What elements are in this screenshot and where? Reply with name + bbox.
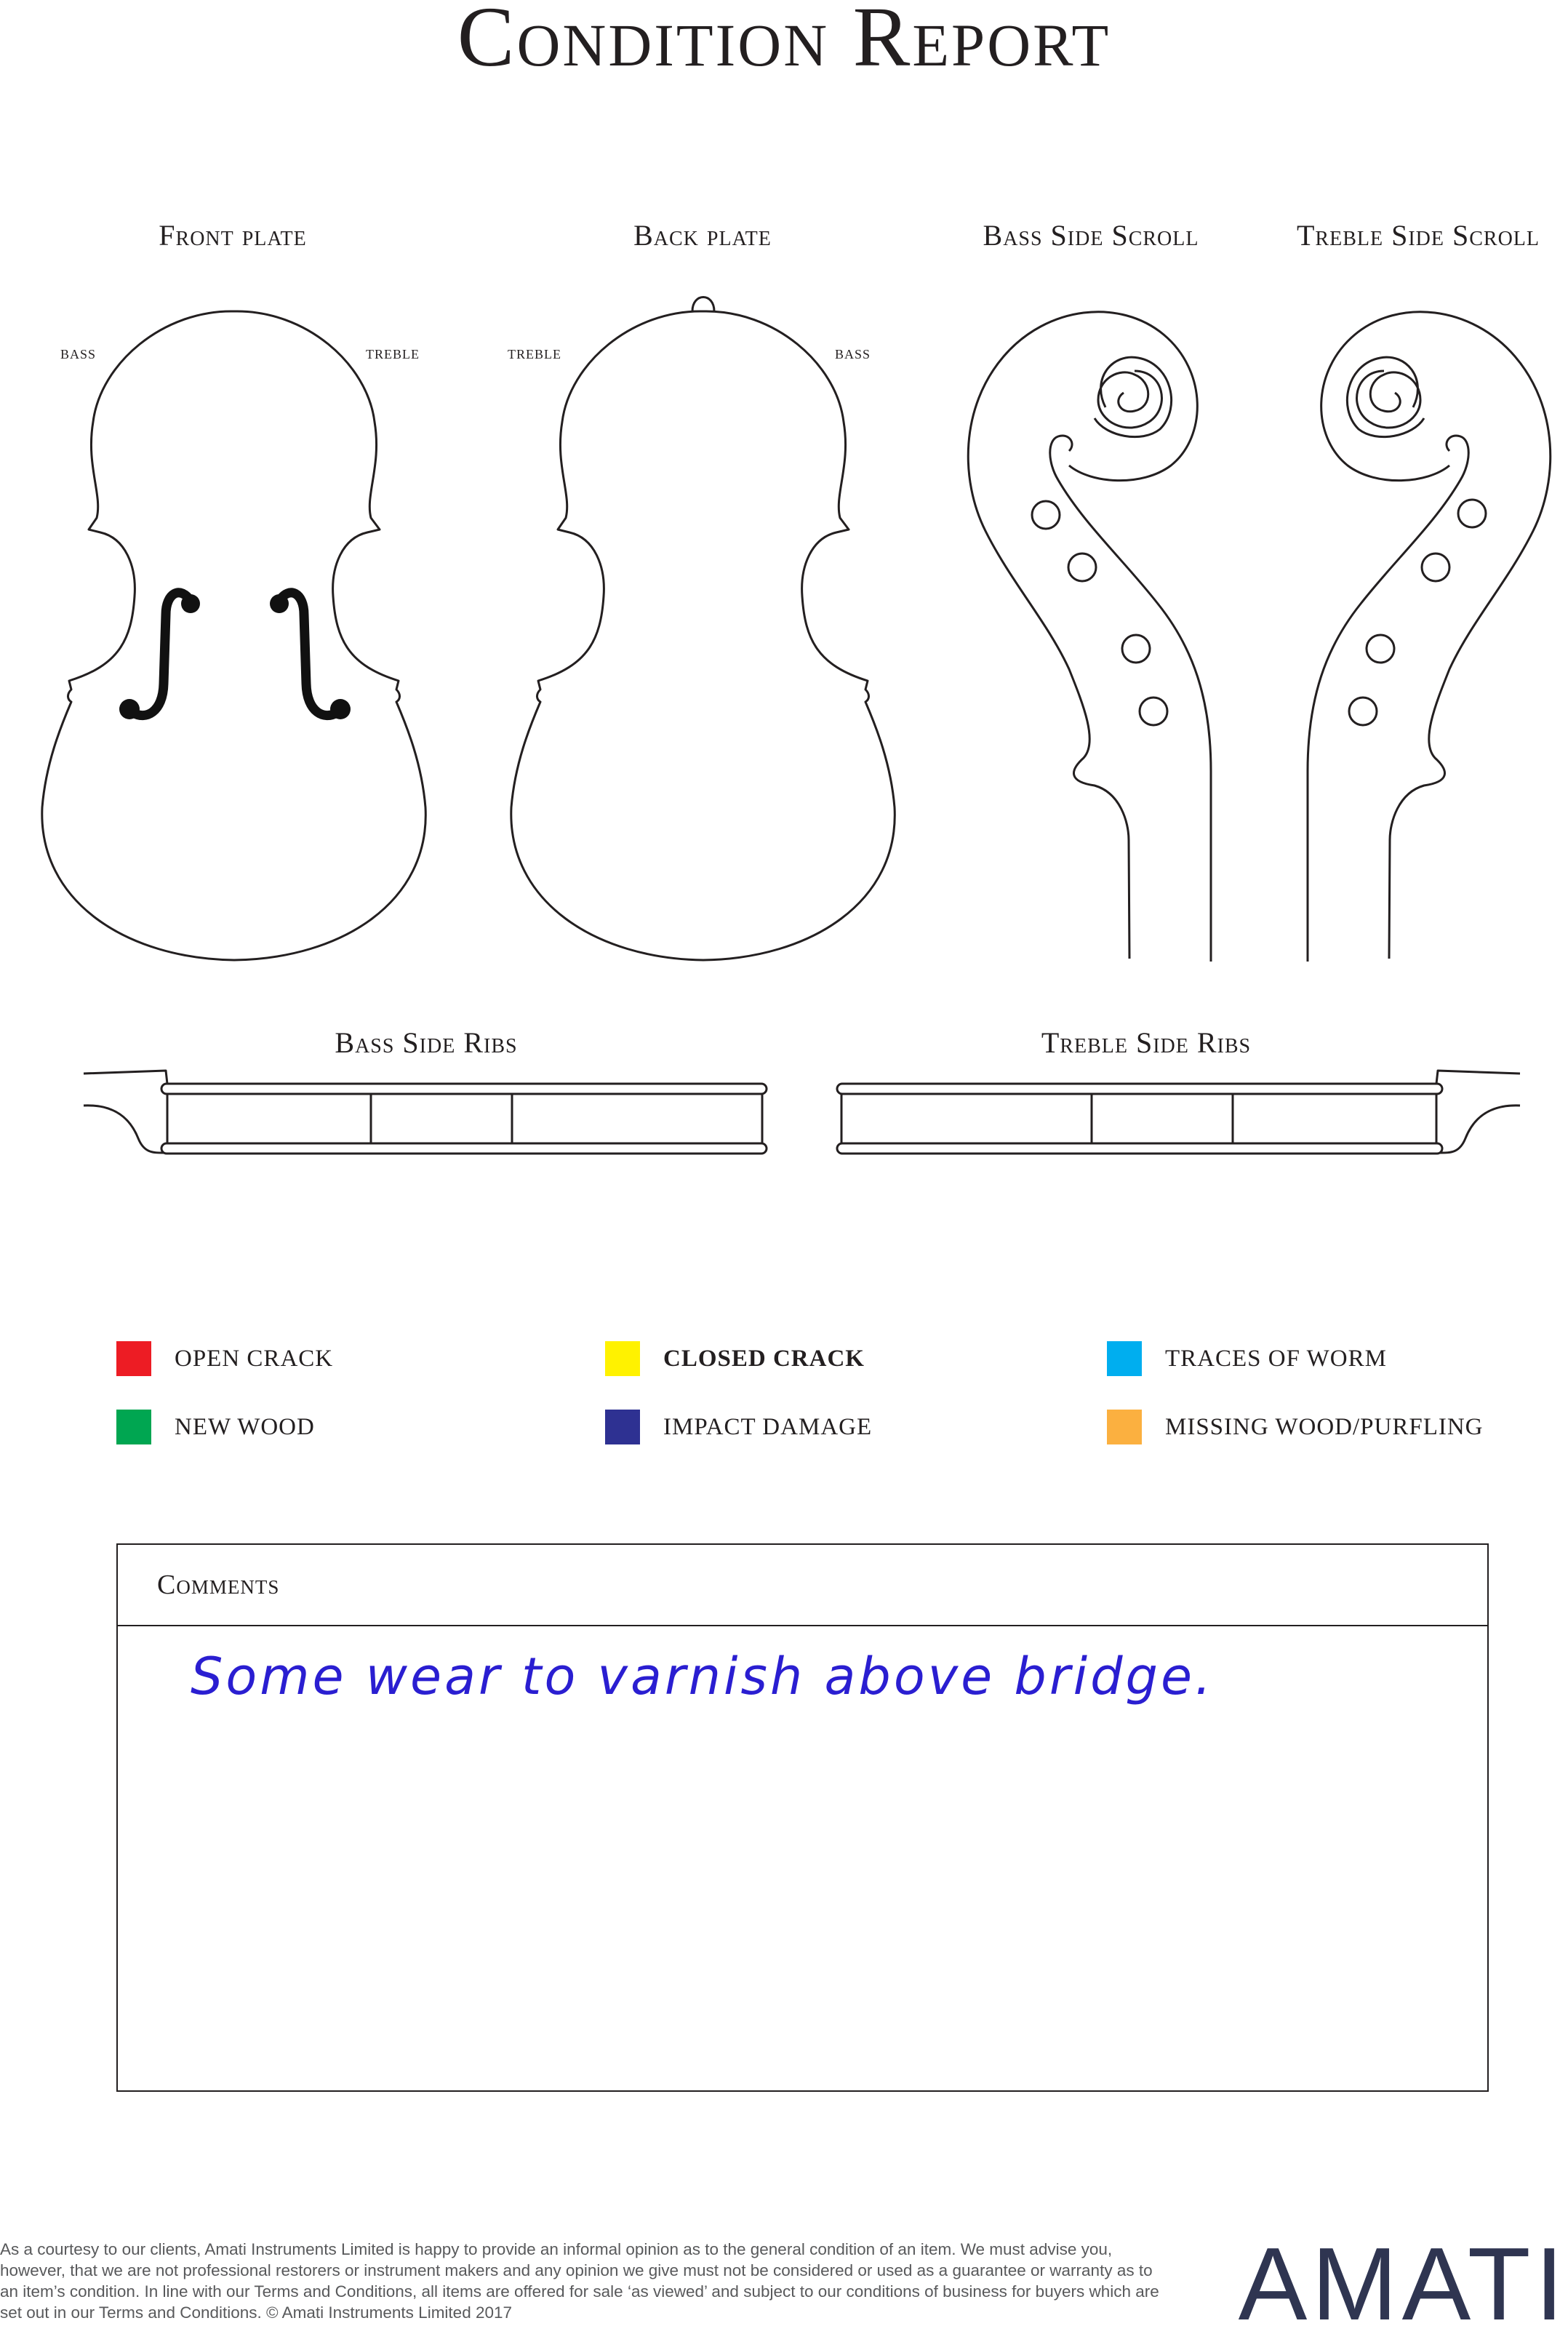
front-bass-label: bass	[60, 342, 97, 363]
front-plate-f-hole-right	[279, 593, 337, 716]
front-plate-outline	[42, 311, 425, 960]
amati-logo: AMATI	[1238, 2226, 1568, 2342]
legend-label: CLOSED CRACK	[663, 1345, 865, 1372]
legend-label: IMPACT DAMAGE	[663, 1413, 873, 1440]
front-plate-label: Front plate	[159, 219, 307, 252]
bass-side-ribs-label: Bass Side Ribs	[335, 1026, 518, 1059]
legend-label: OPEN CRACK	[175, 1345, 334, 1372]
legend-label: NEW WOOD	[175, 1413, 315, 1440]
treble-side-ribs-drawing	[837, 1071, 1520, 1154]
bass-peg-hole-4	[1140, 698, 1167, 725]
treble-scroll-outline	[1308, 312, 1551, 962]
f-hole-left-bottom-eye	[119, 699, 140, 719]
back-bass-label: bass	[835, 342, 871, 363]
treble-peg-hole-3	[1367, 635, 1394, 663]
treble-peg-hole-1	[1458, 500, 1486, 527]
treble-side-scroll-label: Treble Side Scroll	[1296, 219, 1540, 252]
legend-swatch	[1107, 1410, 1142, 1444]
f-hole-right-bottom-eye	[330, 699, 351, 719]
front-plate-f-hole-left	[133, 593, 191, 716]
bass-side-scroll-label: Bass Side Scroll	[983, 219, 1199, 252]
bass-peg-hole-3	[1122, 635, 1150, 663]
f-hole-left-top-eye	[181, 594, 200, 613]
comments-box[interactable]	[116, 1543, 1489, 2092]
legend-swatch	[605, 1341, 640, 1376]
legend-item-missing-wood-purfling	[1107, 1410, 1484, 1444]
legend-item-traces-of-worm	[1107, 1341, 1387, 1376]
bass-peg-hole-2	[1068, 553, 1096, 581]
back-treble-label: treble	[508, 342, 561, 363]
legend-swatch	[1107, 1341, 1142, 1376]
legend-swatch	[116, 1341, 151, 1376]
legend-swatch	[116, 1410, 151, 1444]
bass-side-ribs-drawing	[84, 1071, 767, 1154]
legend-item-closed-crack	[605, 1341, 865, 1376]
legend-swatch	[605, 1410, 640, 1444]
page-title: Condition Report	[457, 0, 1111, 84]
bass-peg-hole-1	[1032, 501, 1060, 529]
bass-scroll-outline	[968, 312, 1211, 962]
back-plate-button	[692, 297, 714, 312]
comments-heading: Comments	[118, 1545, 1487, 1626]
legend-item-open-crack	[116, 1341, 333, 1376]
bass-scroll-volute	[1095, 357, 1172, 437]
treble-scroll-volute	[1347, 357, 1424, 437]
treble-side-ribs-label: Treble Side Ribs	[1041, 1026, 1252, 1059]
treble-peg-hole-4	[1349, 698, 1377, 725]
legend-item-new-wood	[116, 1410, 315, 1444]
disclaimer-text: As a courtesy to our clients, Amati Instruments Limited is happy to provide an informal opinion as to the general condition of an item. We must advise you, however, that we are not professional restorers or instrument makers and any opinion we give must not be considered or used as a guarantee or warranty as to an item’s condition. In line with our Terms and Conditions, all items are offered for sale ‘as viewed’ and subject to our conditions of business for buyers which are set out in our Terms and Conditions. © Amati Instruments Limited 2017	[0, 2240, 1159, 2322]
back-plate-label: Back plate	[633, 219, 772, 252]
legend-label: TRACES OF WORM	[1165, 1345, 1387, 1372]
front-treble-label: treble	[366, 342, 420, 363]
f-hole-right-top-eye	[270, 594, 289, 613]
treble-peg-hole-2	[1422, 553, 1449, 581]
back-plate-outline	[511, 311, 895, 960]
legend-item-impact-damage	[605, 1410, 872, 1444]
handwritten-comment: Some wear to varnish above bridge.	[191, 1647, 1215, 1706]
legend-label: MISSING WOOD/PURFLING	[1165, 1413, 1484, 1440]
